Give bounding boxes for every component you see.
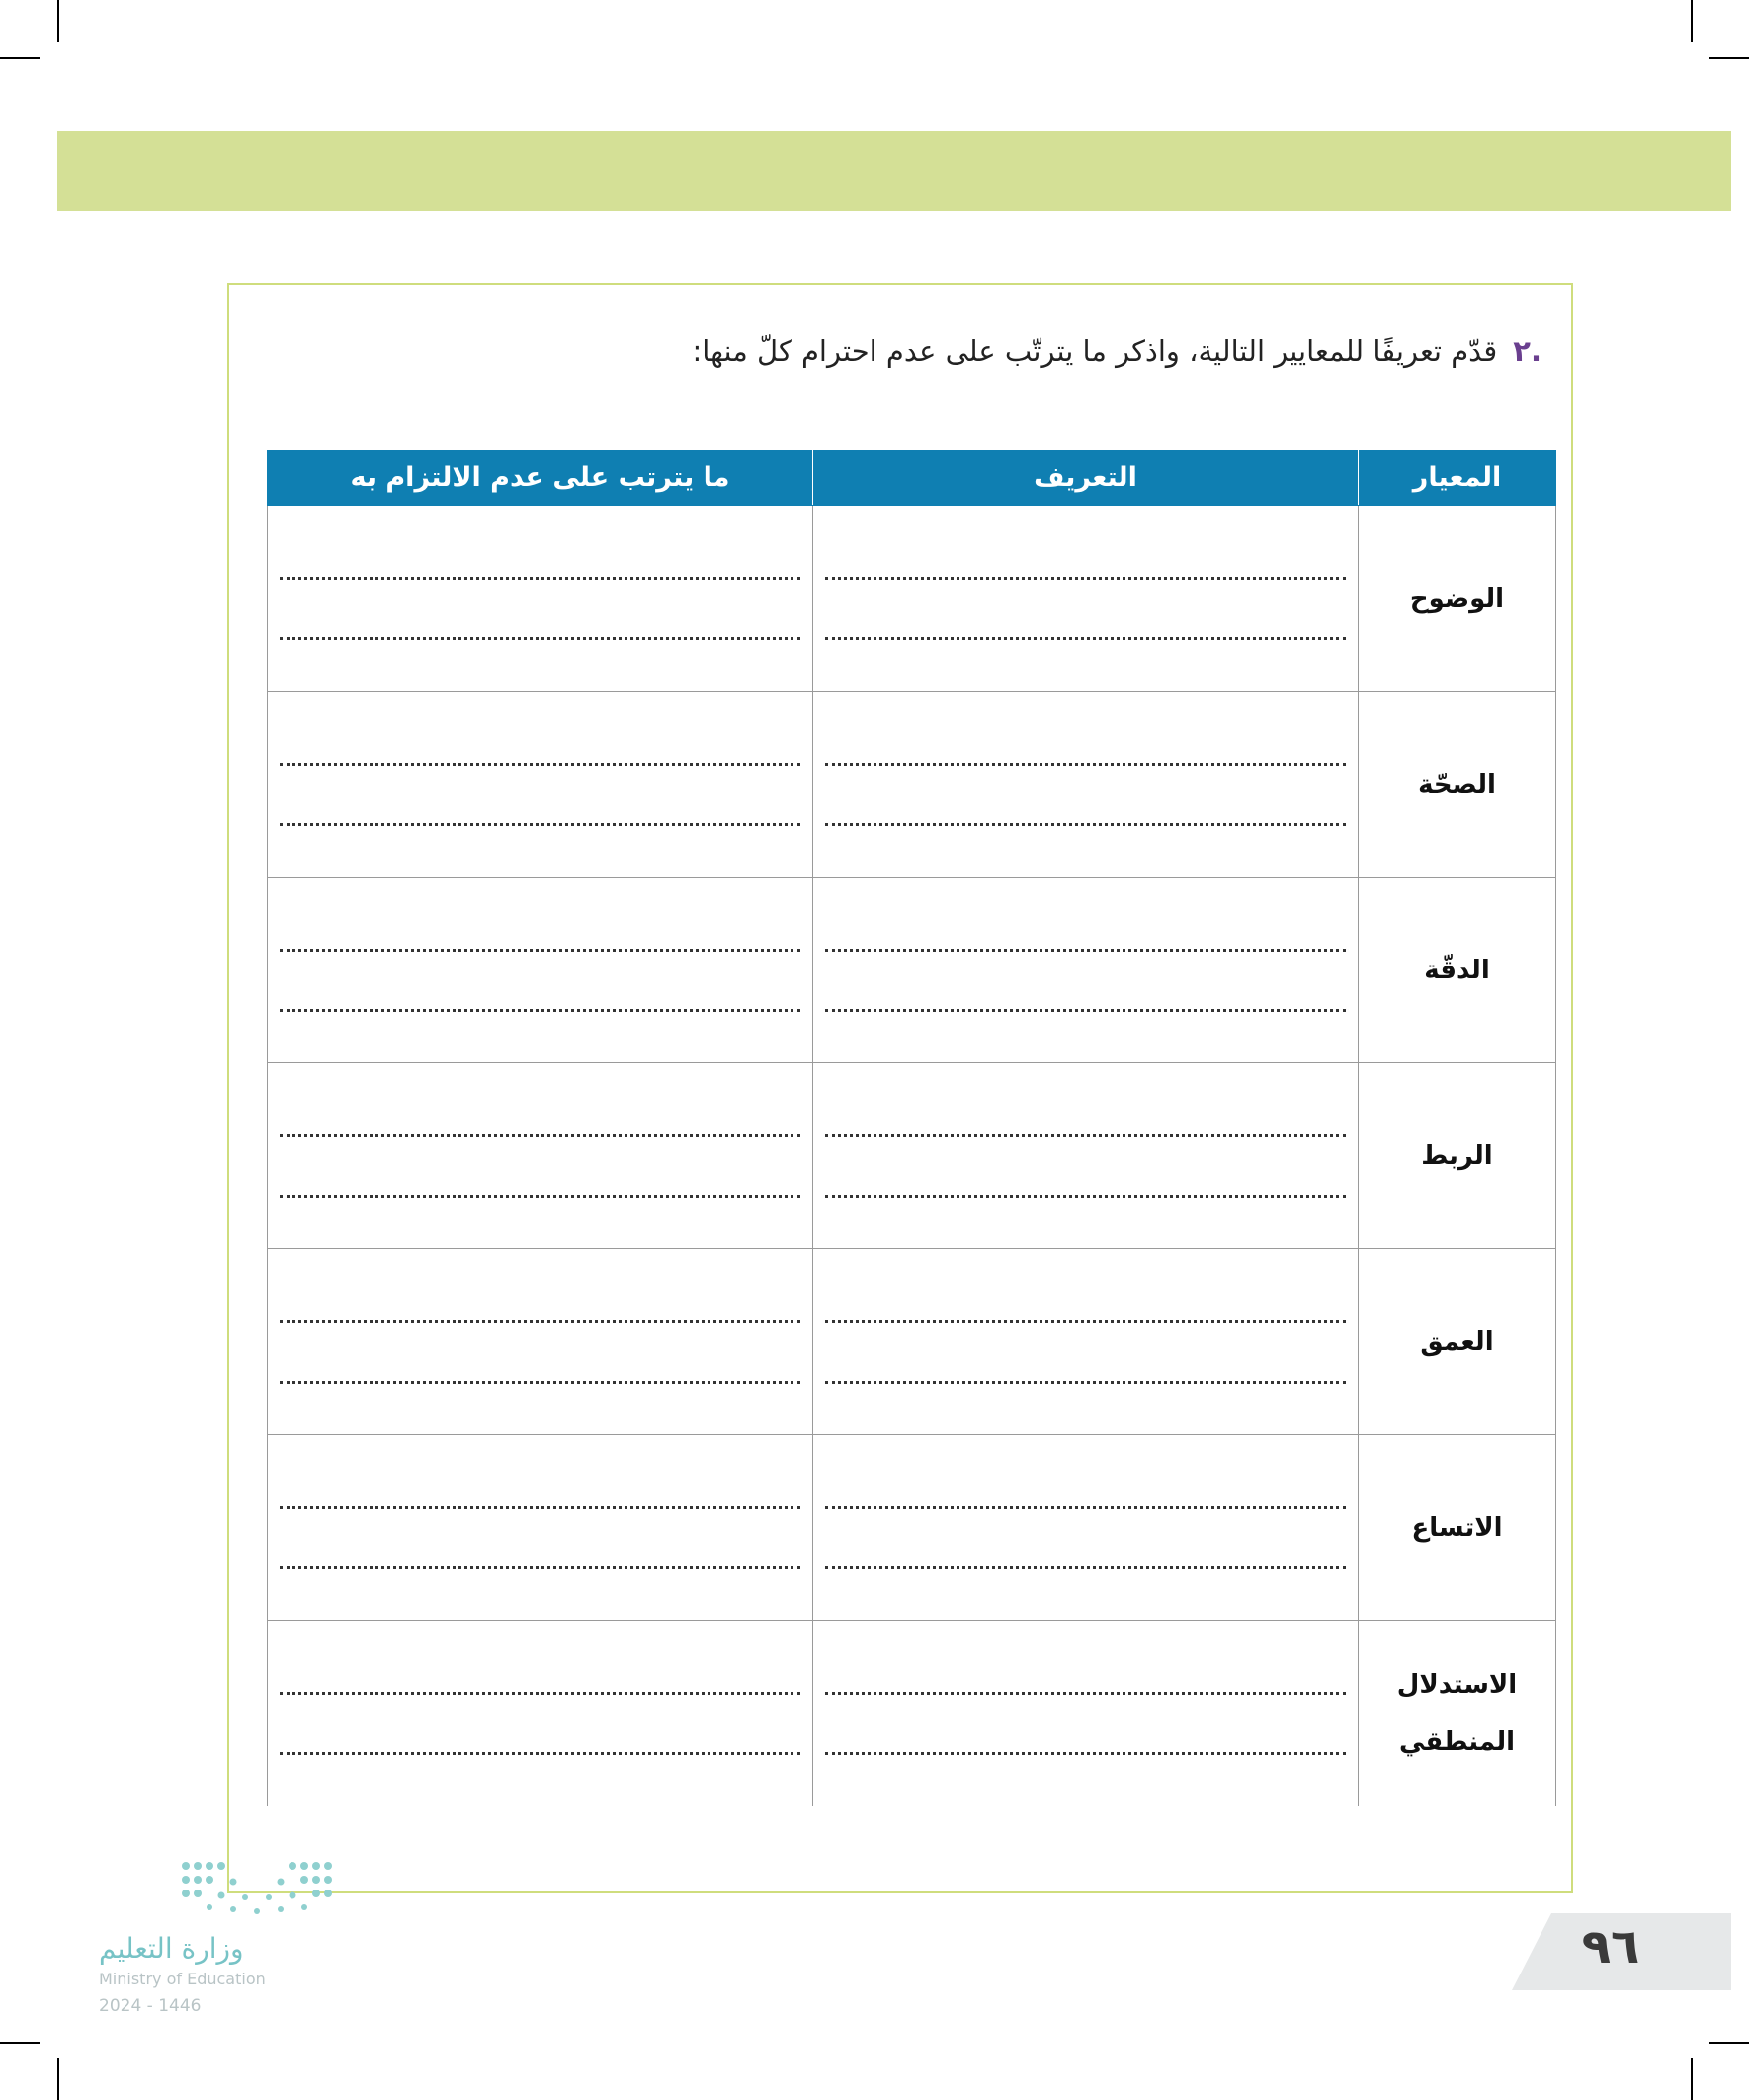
answer-line[interactable] <box>280 989 800 1012</box>
consequence-answer-area[interactable] <box>268 878 813 1063</box>
criterion-cell: الربط <box>1359 1063 1556 1249</box>
answer-line[interactable] <box>280 743 800 766</box>
header-consequence: ما يترتب على عدم الالتزام به <box>268 451 813 506</box>
answer-line[interactable] <box>825 1361 1346 1384</box>
criterion-cell: الوضوح <box>1359 506 1556 692</box>
answer-line[interactable] <box>280 1547 800 1569</box>
answer-line[interactable] <box>825 1547 1346 1569</box>
answer-line[interactable] <box>825 618 1346 640</box>
edition-year: 2024 - 1446 <box>99 1996 202 2016</box>
table-row <box>268 506 1556 692</box>
definition-answer-area[interactable] <box>813 506 1359 692</box>
ministry-name-en: Ministry of Education <box>99 1970 266 1988</box>
definition-answer-area[interactable] <box>813 878 1359 1063</box>
question-number: .٢ <box>1513 334 1541 368</box>
crop-mark <box>0 2042 40 2044</box>
criterion-cell: العمق <box>1359 1249 1556 1435</box>
definition-answer-area[interactable] <box>813 1063 1359 1249</box>
answer-line[interactable] <box>280 1672 800 1695</box>
crop-mark <box>1709 2042 1749 2044</box>
question-text: قدّم تعريفًا للمعايير التالية، واذكر ما يترتّب على عدم احترام كلّ منها: <box>692 334 1498 368</box>
header-criterion: المعيار <box>1359 451 1556 506</box>
header-band <box>57 131 1731 211</box>
answer-line[interactable] <box>280 1115 800 1137</box>
answer-line[interactable] <box>825 803 1346 826</box>
table-header-row <box>268 451 1556 506</box>
page-number: ٩٦ <box>1581 1919 1640 1974</box>
ministry-logo-icon <box>178 1858 356 1927</box>
criteria-table <box>267 450 1556 1806</box>
criterion-cell: الاستدلال المنطقي <box>1359 1621 1556 1806</box>
answer-line[interactable] <box>825 1486 1346 1509</box>
table-row <box>268 878 1556 1063</box>
criterion-cell: الدقّة <box>1359 878 1556 1063</box>
definition-answer-area[interactable] <box>813 1621 1359 1806</box>
answer-line[interactable] <box>825 557 1346 580</box>
table-row <box>268 1249 1556 1435</box>
answer-line[interactable] <box>280 1301 800 1323</box>
table-row <box>268 1435 1556 1621</box>
answer-line[interactable] <box>825 1115 1346 1137</box>
answer-line[interactable] <box>280 929 800 952</box>
criterion-cell: الاتساع <box>1359 1435 1556 1621</box>
answer-line[interactable] <box>280 1175 800 1198</box>
answer-line[interactable] <box>825 1175 1346 1198</box>
answer-line[interactable] <box>280 618 800 640</box>
consequence-answer-area[interactable] <box>268 1621 813 1806</box>
answer-line[interactable] <box>825 1732 1346 1755</box>
ministry-name-ar: وزارة التعليم <box>99 1932 244 1965</box>
answer-line[interactable] <box>280 1732 800 1755</box>
crop-mark <box>1691 2058 1693 2100</box>
answer-line[interactable] <box>280 1486 800 1509</box>
answer-line[interactable] <box>825 929 1346 952</box>
definition-answer-area[interactable] <box>813 1435 1359 1621</box>
definition-answer-area[interactable] <box>813 692 1359 878</box>
answer-line[interactable] <box>280 1361 800 1384</box>
crop-mark <box>57 0 59 42</box>
answer-line[interactable] <box>825 1301 1346 1323</box>
table-row <box>268 1621 1556 1806</box>
table-row <box>268 1063 1556 1249</box>
consequence-answer-area[interactable] <box>268 1063 813 1249</box>
answer-line[interactable] <box>825 989 1346 1012</box>
answer-line[interactable] <box>280 557 800 580</box>
crop-mark <box>57 2058 59 2100</box>
crop-mark <box>0 57 40 59</box>
crop-mark <box>1709 57 1749 59</box>
answer-line[interactable] <box>825 743 1346 766</box>
criterion-cell: الصحّة <box>1359 692 1556 878</box>
header-definition: التعريف <box>813 451 1359 506</box>
table-row <box>268 692 1556 878</box>
question <box>693 334 1542 368</box>
definition-answer-area[interactable] <box>813 1249 1359 1435</box>
consequence-answer-area[interactable] <box>268 506 813 692</box>
crop-mark <box>1691 0 1693 42</box>
consequence-answer-area[interactable] <box>268 692 813 878</box>
consequence-answer-area[interactable] <box>268 1249 813 1435</box>
answer-line[interactable] <box>825 1672 1346 1695</box>
consequence-answer-area[interactable] <box>268 1435 813 1621</box>
answer-line[interactable] <box>280 803 800 826</box>
